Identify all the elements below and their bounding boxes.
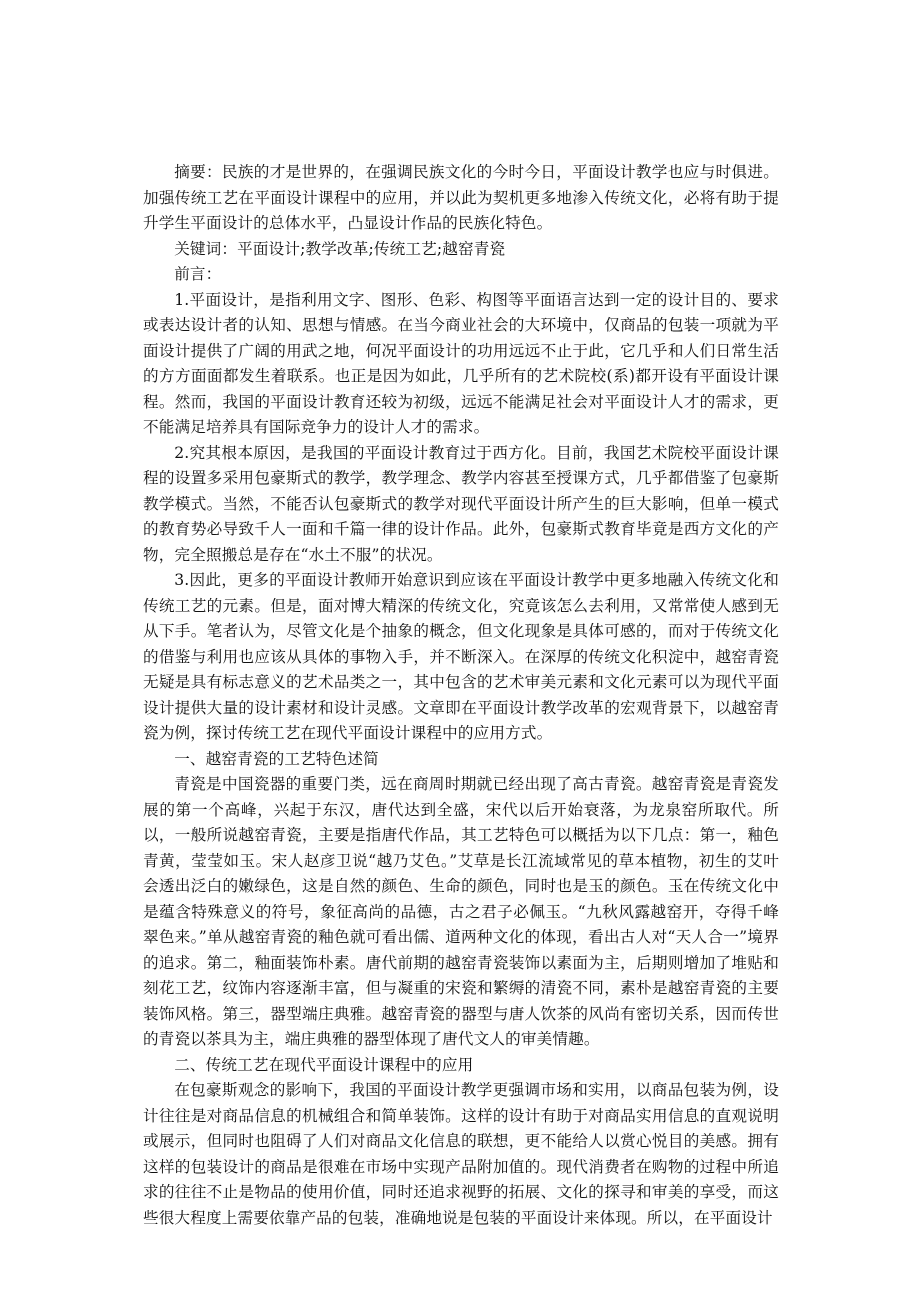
paragraph-3: 3.因此，更多的平面设计教师开始意识到应该在平面设计教学中更多地融入传统文化和传统工艺的元素。但是，面对博大精深的传统文化，究竟该怎么去利用，又常常使人感到无从下手。笔者认为，尽管文化是个抽象的概念，但文化现象是具体可感的，而对于传统文化的借鉴与利用也应该从具体的事物入手，并不断深入。在深厚的传统文化积淀中，越窑青瓷无疑是具有标志意义的艺术品类之一，其中包含的艺术审美元素和文化元素可以为现代平面设计提供大量的设计素材和设计灵感。文章即在平面设计教学改革的宏观背景下，以越窑青瓷为例，探讨传统工艺在现代平面设计课程中的应用方式。 bbox=[143, 571, 779, 742]
preface-heading: 前言： bbox=[174, 265, 222, 283]
keywords-line: 关键词：平面设计;教学改革;传统工艺;越窑青瓷 bbox=[174, 239, 506, 258]
section-1-heading: 一、越窑青瓷的工艺特色述简 bbox=[174, 749, 379, 768]
section-2-heading: 二、传统工艺在现代平面设计课程中的应用 bbox=[174, 1055, 474, 1074]
abstract-paragraph: 摘要：民族的才是世界的，在强调民族文化的今时今日，平面设计教学也应与时俱进。加强传统工艺在平面设计课程中的应用，并以此为契机更多地渗入传统文化，必将有助于提升学生平面设计的总体水平，凸显设计作品的民族化特色。 bbox=[143, 163, 779, 232]
section-2-body: 在包豪斯观念的影响下，我国的平面设计教学更强调市场和实用，以商品包装为例，设计往往是对商品信息的机械组合和简单装饰。这样的设计有助于对商品实用信息的直观说明或展示，但同时也阻碍了人们对商品文化信息的联想，更不能给人以赏心悦目的美感。拥有这样的包装设计的商品是很难在市场中实现产品附加值的。现代消费者在购物的过程中所追求的往往不止是物品的使用价值，同时还追求视野的拓展、文化的探寻和审美的享受，而这些很大程度上需要依靠产品的包装，准确地说是包装的平面设计来体现。所以，在平面设计 bbox=[143, 1081, 779, 1227]
document-page bbox=[143, 160, 779, 1231]
section-1-body: 青瓷是中国瓷器的重要门类，远在商周时期就已经出现了高古青瓷。越窑青瓷是青瓷发展的第一个高峰，兴起于东汉，唐代达到全盛，宋代以后开始衰落，为龙泉窑所取代。所以，一般所说越窑青瓷，主要是指唐代作品，其工艺特色可以概括为以下几点：第一，釉色青黄，莹莹如玉。宋人赵彦卫说“越乃艾色。”艾草是长江流域常见的草本植物，初生的艾叶会透出泛白的嫩绿色，这是自然的颜色、生命的颜色，同时也是玉的颜色。玉在传统文化中是蕴含特殊意义的符号，象征高尚的品德，古之君子必佩玉。“九秋风露越窑开，夺得千峰翠色来。”单从越窑青瓷的釉色就可看出儒、道两种文化的体现，看出古人对“天人合一”境界的追求。第二，釉面装饰朴素。唐代前期的越窑青瓷装饰以素面为主，后期则增加了堆贴和刻花工艺，纹饰内容逐渐丰富，但与凝重的宋瓷和繁缛的清瓷不同，素朴是越窑青瓷的主要装饰风格。第三，器型端庄典雅。越窑青瓷的器型与唐人饮茶的风尚有密切关系，因而传世的青瓷以茶具为主，端庄典雅的器型体现了唐代文人的审美情趣。 bbox=[143, 775, 779, 1048]
paragraph-1: 1.平面设计，是指利用文字、图形、色彩、构图等平面语言达到一定的设计目的、要求或表达设计者的认知、思想与情感。在当今商业社会的大环境中，仅商品的包装一项就为平面设计提供了广阔的用武之地，何况平面设计的功用远远不止于此，它几乎和人们日常生活的方方面面都发生着联系。也正是因为如此，几乎所有的艺术院校(系)都开设有平面设计课程。然而，我国的平面设计教育还较为初级，远远不能满足社会对平面设计人才的需求，更不能满足培养具有国际竞争力的设计人才的需求。 bbox=[143, 290, 779, 436]
paragraph-2: 2.究其根本原因，是我国的平面设计教育过于西方化。目前，我国艺术院校平面设计课程的设置多采用包豪斯式的教学，教学理念、教学内容甚至授课方式，几乎都借鉴了包豪斯教学模式。当然，不能否认包豪斯式的教学对现代平面设计所产生的巨大影响，但单一模式的教育势必导致千人一面和千篇一律的设计作品。此外，包豪斯式教育毕竟是西方文化的产物，完全照搬总是存在“水土不服”的状况。 bbox=[143, 443, 779, 564]
